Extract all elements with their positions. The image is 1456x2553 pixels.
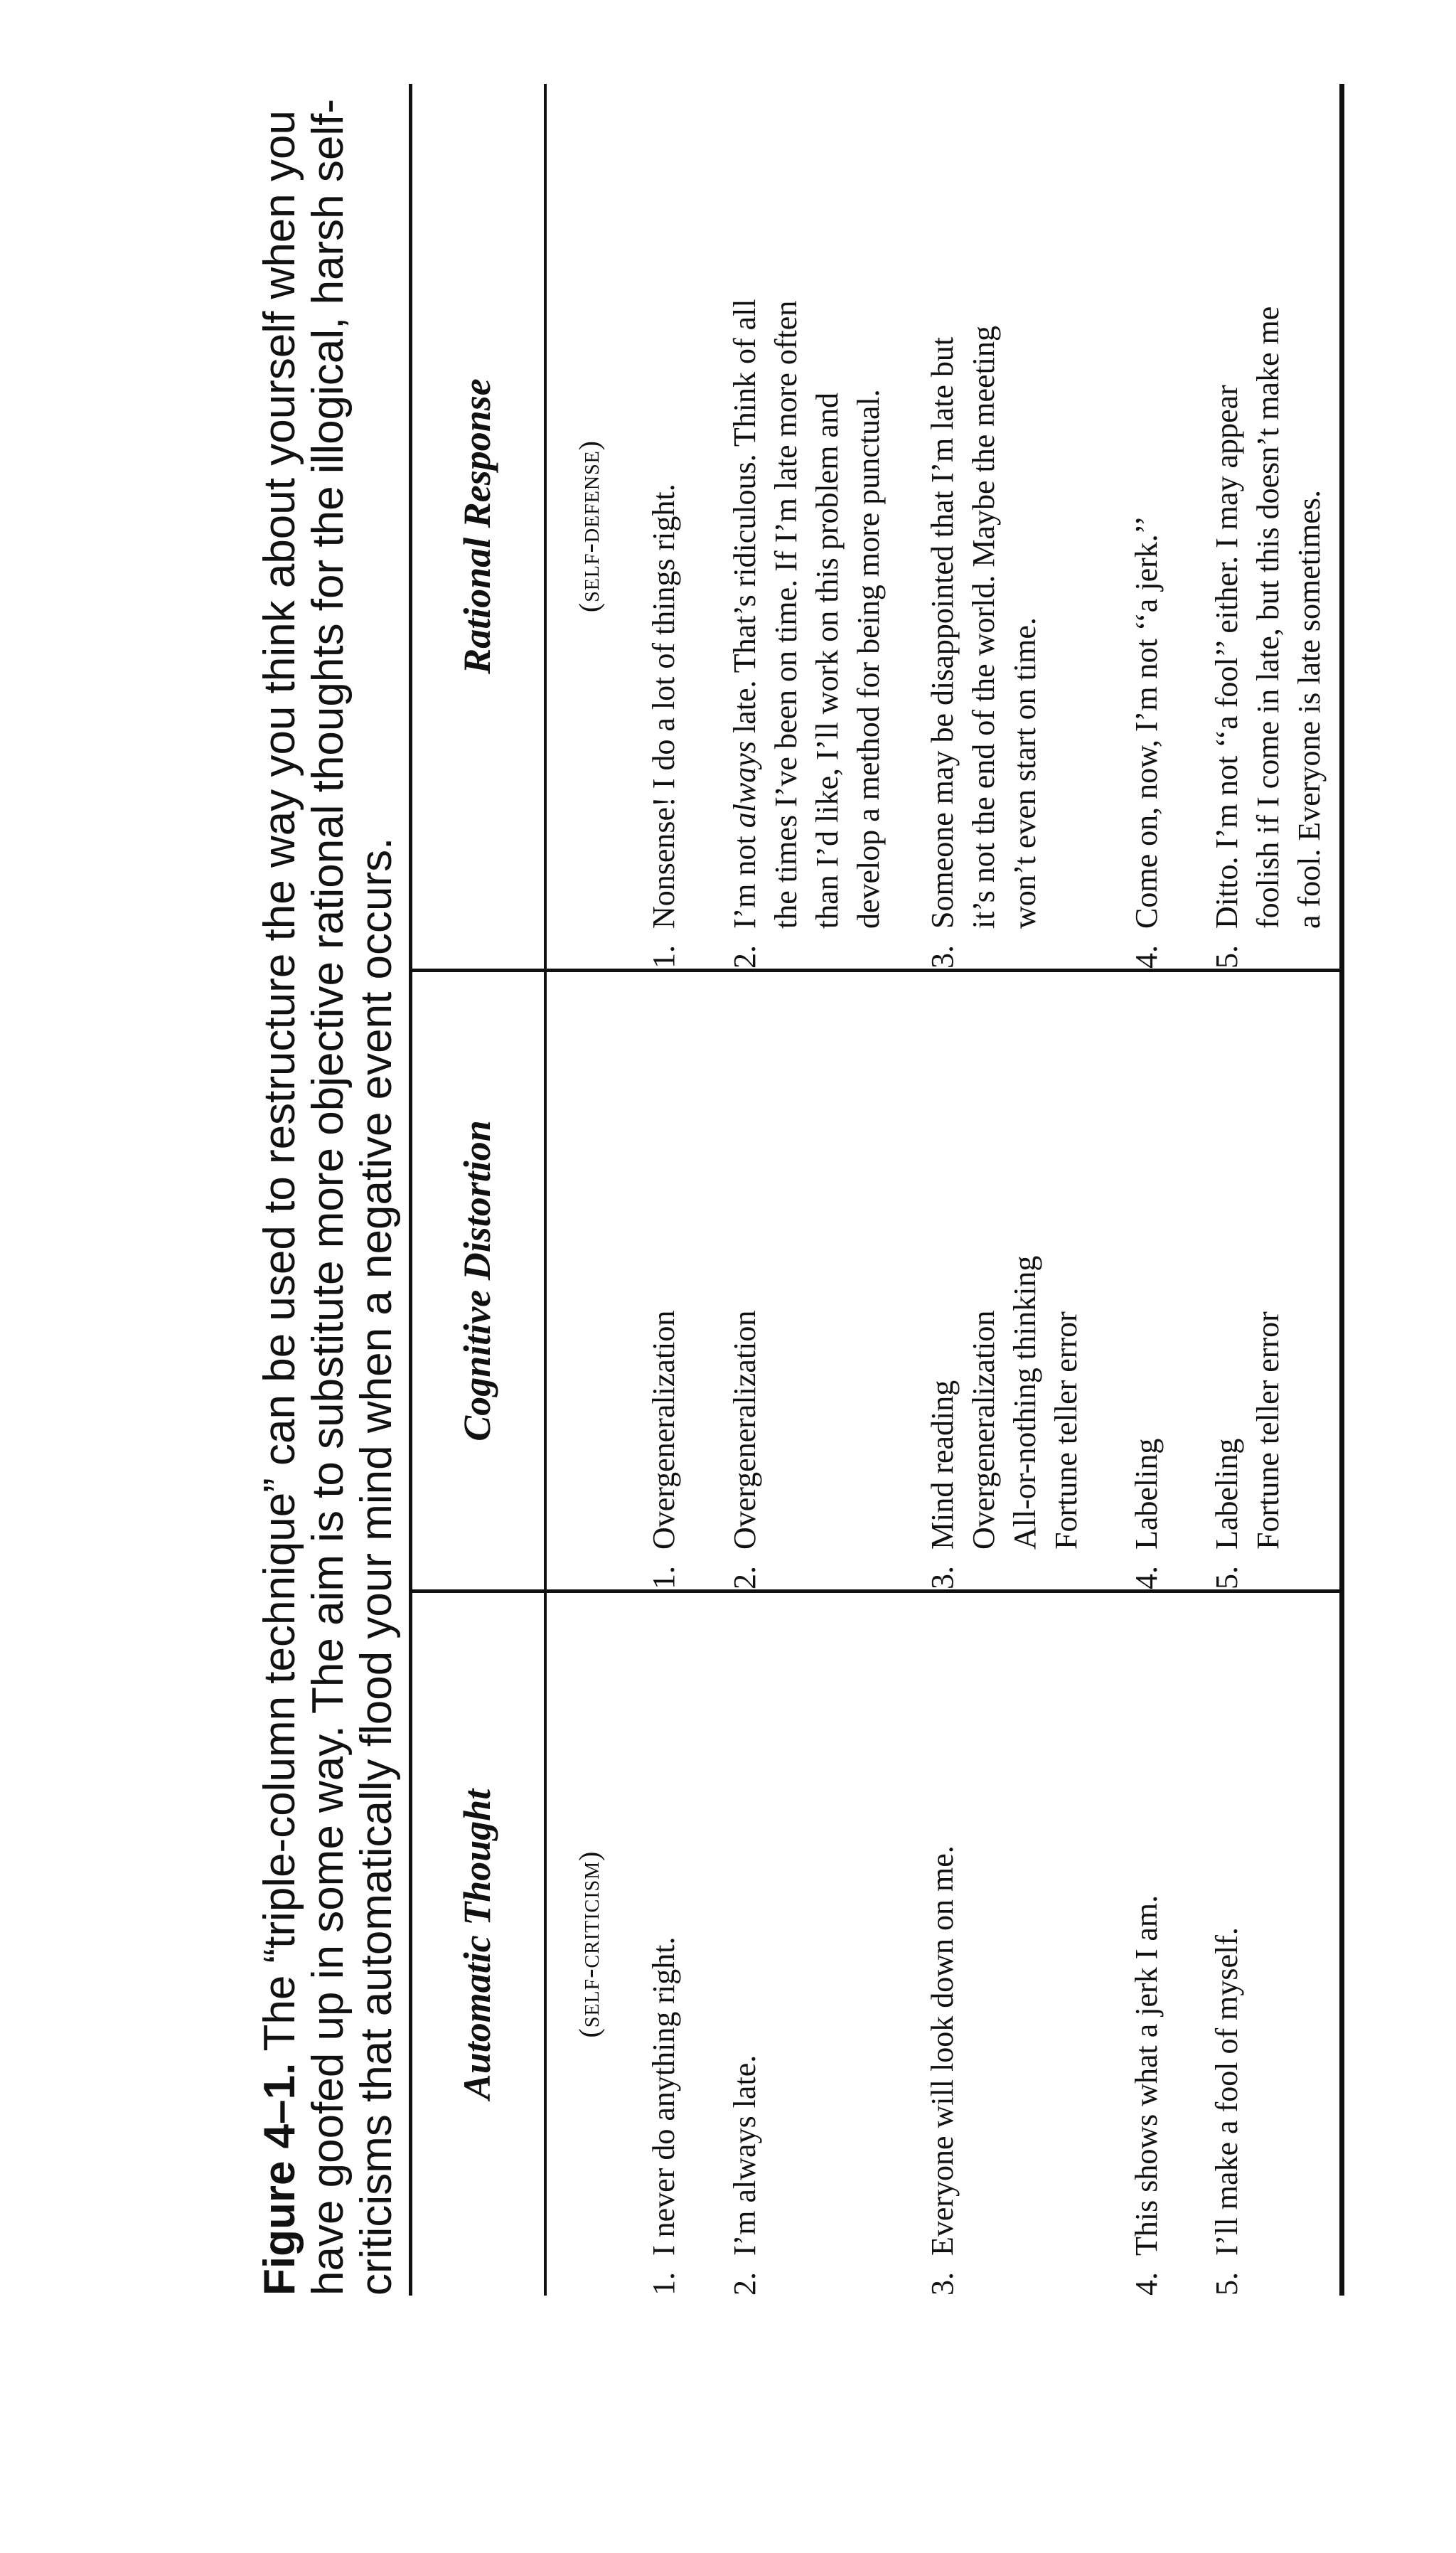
table-header-rule (544, 84, 547, 2296)
automatic-thought-row-2: 2. I’m always late. (727, 2054, 762, 2296)
column-header-automatic-thought: Automatic Thought (456, 1789, 498, 2100)
table-bottom-rule (1339, 84, 1344, 2296)
column-subheader-self-criticism: (self-criticism) (573, 1850, 605, 2038)
column-automatic-thought (410, 1593, 1244, 2296)
automatic-thought-row-4: 4. This shows what a jerk I am. (1129, 1894, 1164, 2296)
automatic-thought-row-3: 3. Everyone will look down on me. (925, 1845, 960, 2296)
automatic-thought-row-5: 5. I’ll make a fool of myself. (1209, 1927, 1244, 2296)
rational-response-row-1: 1. Nonsense! I do a lot of things right. (646, 484, 681, 969)
automatic-thought-row-1: 1. I never do anything right. (646, 1936, 681, 2296)
emphasis-always: always (727, 741, 762, 828)
caption-line-1: The “triple-column technique” can be used to restructure the way you think about yourself when you (255, 110, 304, 2063)
distortion-row-4: 4. Labeling (1129, 1438, 1164, 1589)
caption-line-3: criticisms that automatically flood your mind when a negative event occurs. (352, 837, 401, 2296)
column-header-rational-response: Rational Response (456, 378, 498, 674)
column-rational-response (410, 84, 1327, 969)
rational-response-row-2: 2. I’m not always late. That’s ridiculous. Think of all the times I’ve been on time. If I’m late more often than I’d like, I’ll work on this problem and develop a method for being more punctual. (727, 299, 886, 969)
distortion-row-1: 1. Overgeneralization (646, 1310, 681, 1589)
rational-response-row-3: 3. Someone may be disappointed that I’m late but it’s not the end of the world. Maybe the meeting won’t even start on time. (925, 325, 1042, 969)
caption-line-2: have goofed up in some way. The aim is to substitute more objective rational thoughts for the illogical, harsh self- (304, 98, 353, 2296)
column-divider-1 (410, 1589, 1339, 1593)
column-cognitive-distortion (410, 972, 1285, 1589)
rational-response-row-5: 5. Ditto. I’m not ‘‘a fool’’ either. I may appear foolish if I come in late, but this doesn’t make me a fool. Everyone is late sometimes. (1209, 306, 1327, 969)
column-divider-2 (410, 969, 1339, 972)
figure-label: Figure 4–1. (255, 2062, 304, 2296)
distortion-row-2: 2. Overgeneralization (727, 1310, 762, 1589)
rotated-page (210, 84, 1347, 2296)
column-header-cognitive-distortion: Cognitive Distortion (456, 1120, 498, 1441)
rational-response-row-4: 4. Come on, now, I’m not ‘‘a jerk.’’ (1129, 516, 1164, 969)
figure-caption (256, 84, 401, 2296)
column-subheader-self-defense: (self-defense) (573, 439, 605, 613)
distortion-row-5: 5. Labeling Fortune teller error (1209, 1311, 1285, 1589)
distortion-row-3: 3. Mind reading Overgeneralization All-or-nothing thinking Fortune teller error (925, 1255, 1083, 1589)
